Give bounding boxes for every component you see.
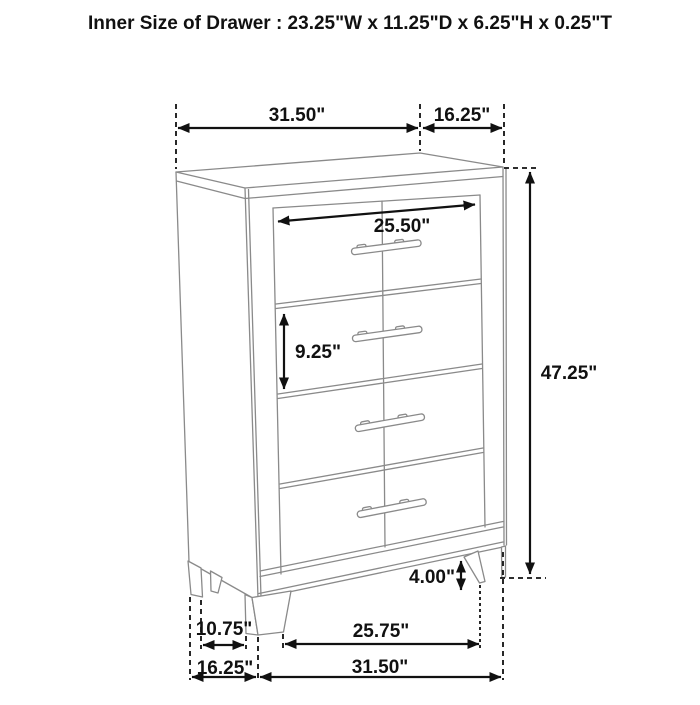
drawer-handle-1 — [351, 237, 422, 255]
dim-label-leg-span-width: 25.75" — [352, 621, 410, 642]
drawer-right-edge — [480, 195, 485, 527]
drawer-gap-1b — [276, 284, 481, 309]
drawer-handle-4 — [356, 496, 426, 518]
front-right-leg — [464, 551, 485, 583]
dim-label-drawer-height: 9.25" — [295, 342, 341, 363]
title-text: Inner Size of Drawer : 23.25"W x 11.25"D x 6.25"H x 0.25"T — [88, 13, 612, 34]
right-panel-sliver-edge — [506, 169, 507, 546]
dim-label-base-width: 31.50" — [351, 657, 409, 678]
drawer-gap-2b — [278, 369, 482, 399]
dim-label-leg-span-depth: 10.75" — [195, 619, 253, 640]
drawer-gap-1a — [276, 279, 481, 304]
front-left-leg-side-view — [211, 571, 223, 593]
bottom-rail-bottom-line — [260, 527, 503, 577]
dim-label-base-depth: 16.25" — [196, 658, 254, 679]
case-bottom-edge-lower — [258, 547, 503, 599]
chest-wireframe — [176, 153, 507, 635]
case-bottom-edge-upper — [259, 542, 503, 594]
drawer-center-divider — [382, 201, 385, 547]
front-left-leg-front-face — [252, 591, 291, 635]
dim-label-top-depth: 16.25" — [433, 105, 491, 126]
drawer-handle-3 — [354, 411, 424, 432]
drawer-gap-3a — [280, 448, 483, 484]
front-left-corner-edge — [245, 188, 258, 598]
dimension-guides — [176, 104, 546, 680]
drawer-handle-2 — [352, 323, 423, 342]
dim-label-top-width: 31.50" — [268, 105, 326, 126]
drawer-left-edge — [273, 208, 281, 574]
front-right-corner-edge — [503, 167, 504, 545]
drawer-gap-2a — [278, 364, 482, 394]
front-left-corner-edge-2 — [249, 190, 262, 598]
drawer-gap-3b — [280, 453, 483, 489]
bottom-rail-top-line — [260, 522, 503, 572]
chest-top-face — [176, 153, 503, 188]
dim-label-drawer-width: 25.50" — [373, 216, 431, 237]
dimension-arrows — [178, 128, 530, 677]
dim-label-overall-height: 47.25" — [540, 363, 598, 384]
back-left-leg — [188, 561, 203, 597]
dim-label-leg-height: 4.00" — [409, 567, 455, 588]
chest-left-panel — [176, 172, 251, 597]
